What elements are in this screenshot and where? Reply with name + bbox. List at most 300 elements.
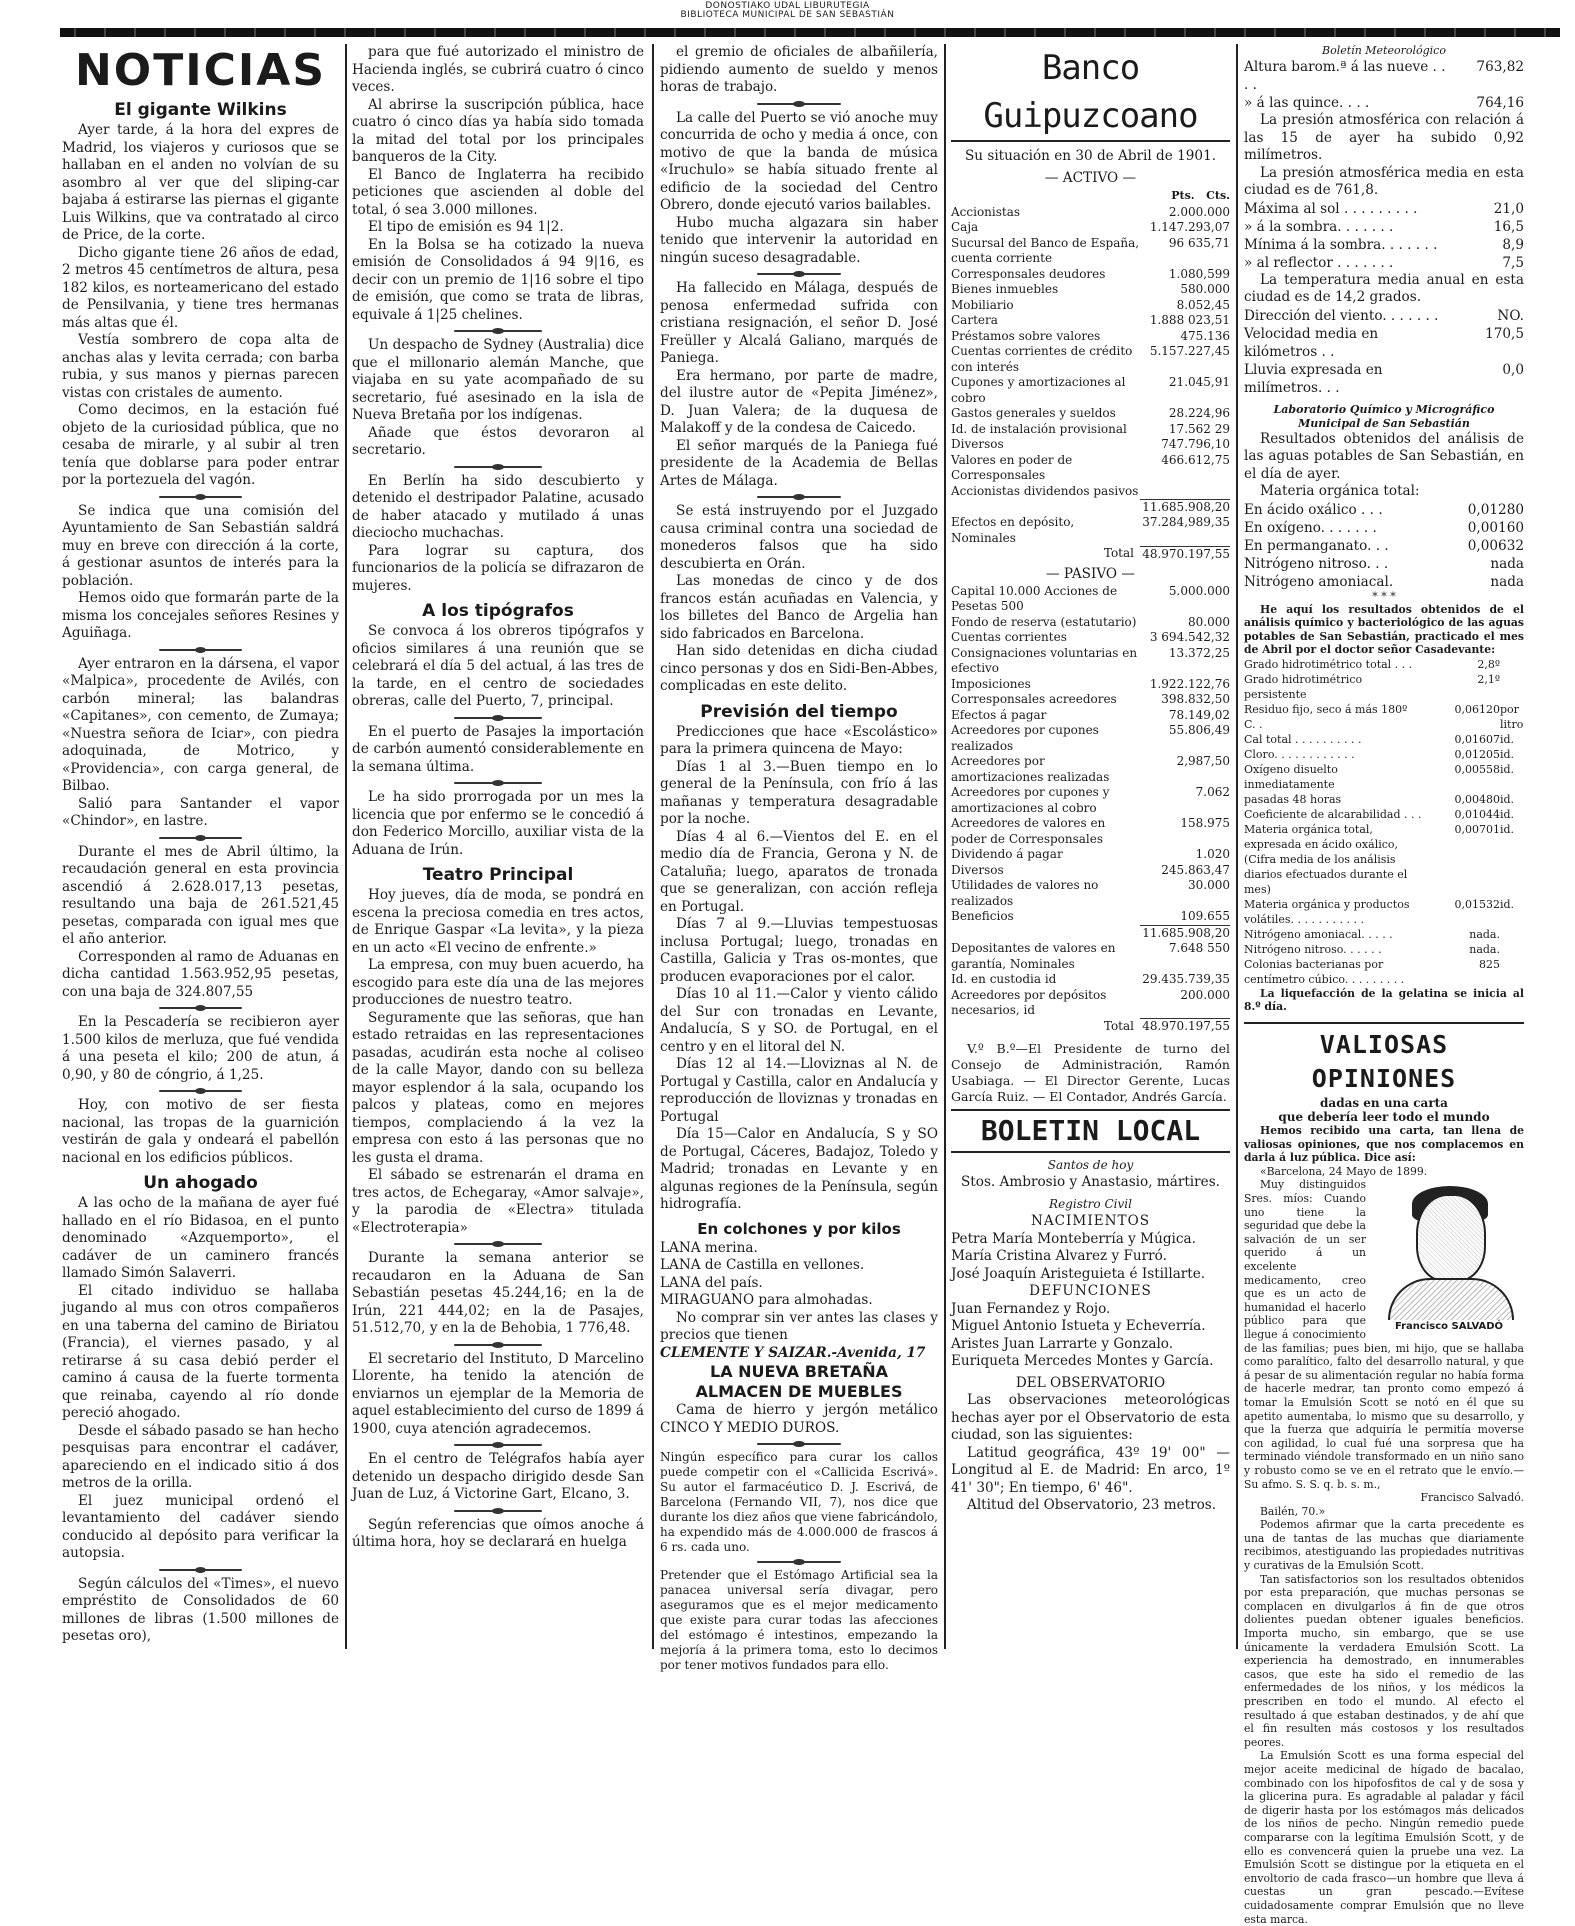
registro-entry: Miguel Antonio Istueta y Echeverría. (951, 1318, 1206, 1334)
analisis-row-unit: id. (1500, 747, 1515, 761)
santos-text: Stos. Ambrosio y Anastasio, mártires. (960, 1174, 1220, 1190)
section-separator (660, 490, 938, 503)
analisis-row-value: nada. (1469, 942, 1500, 956)
library-stamp-line2: BIBLIOTECA MUNICIPAL DE SAN SEBASTIÁN (680, 10, 895, 20)
analisis-row-label: Nitrógeno nitroso. . . . . . (1244, 942, 1382, 956)
activo-row-label: Préstamos sobre valores (951, 328, 1101, 343)
section-separator (62, 490, 339, 503)
activo-row (951, 437, 1230, 453)
registro-heading: Registro Civil (1049, 1196, 1132, 1211)
pasivo-total-label: Total (1103, 1018, 1134, 1033)
analisis-row-label: pasadas 48 horas (1244, 792, 1342, 806)
analisis-row-unit (1500, 942, 1524, 957)
analisis-row-label: Materia orgánica y productos volátiles. . . . . . . . . . . (1244, 897, 1410, 926)
activo-row-label: Cupones y amortizaciones al cobro (951, 375, 1126, 405)
analisis-row-value: 0,01532 (1454, 897, 1500, 911)
pasivo-row (951, 630, 1230, 646)
temp-row-value: 7,5 (1502, 254, 1524, 271)
materia-row-value: nada (1490, 555, 1524, 572)
portrait-illustration (1374, 1180, 1524, 1335)
materia-heading: Materia orgánica total: (1260, 483, 1420, 499)
temp-row-value: 8,9 (1502, 236, 1524, 253)
pasivo-row-value: 109.655 (1180, 909, 1230, 923)
pasivo-row-value: 13.372,25 (1168, 645, 1230, 660)
pasivo-row (951, 785, 1230, 816)
pasivo-row-label: Acreedores de valores en poder de Corresponsales (951, 816, 1106, 846)
article-paragraph: En la Bolsa se ha cotizado la nueva emisión de Consolidados á 94 9|16, es decir con un premio de 1|16 sobre el tipo de emisión, que como se trata de libras, equivale á 1|25 chelines. (352, 236, 644, 323)
article-paragraph: Predicciones que hace «Escolástico» para la primera quincena de Mayo: (660, 723, 938, 757)
pasivo-row (951, 692, 1230, 708)
materia-row-label: Nitrógeno amoniacal. (1244, 573, 1394, 590)
analisis-row-label: Nitrógeno amoniacal. . . . . (1244, 927, 1393, 941)
activo-row-value: 17.562 29 (1168, 421, 1230, 436)
analisis-row-value: 0,00558 (1454, 762, 1500, 776)
pasivo-row-label: Fondo de reserva (estatutario) (951, 614, 1137, 629)
materia-row-value: nada (1490, 573, 1524, 590)
article-paragraph: Las observaciones meteorológicas hechas ayer por el Observatorio de esta ciudad, son las siguientes: (951, 1392, 1230, 1443)
article-paragraph: el gremio de oficiales de albañilería, pidiendo aumento de sueldo y menos horas de trabajo. (660, 44, 938, 95)
activo-row-label: Mobiliario (951, 297, 1014, 312)
article-paragraph: A las ocho de la mañana de ayer fué hallado en el río Bidasoa, en el punto denominado «Azquemporto», el cadáver de un caminero francés llamado Simón Salaverri. (62, 1195, 339, 1281)
pasivo-row (951, 847, 1230, 863)
analisis-table (1244, 657, 1524, 987)
activo-row-label: Id. de instalación provisional (951, 421, 1127, 436)
pasivo-row (951, 972, 1230, 988)
section-separator (62, 831, 339, 844)
valiosas-sign: Francisco Salvadó. (1420, 1491, 1524, 1505)
activo-row (951, 344, 1230, 375)
viento-row (1244, 325, 1524, 361)
column-2 (352, 44, 644, 1644)
meteo-row-value: 764,16 (1476, 95, 1524, 111)
activo-row (951, 406, 1230, 422)
ad-line: LANA merina. (660, 1239, 758, 1256)
pasivo-row-value: 3 694.542,32 (1149, 630, 1230, 644)
materia-row-value: 0,00632 (1467, 537, 1524, 554)
analisis-row-value: 0,01205 (1454, 747, 1500, 761)
pasivo-row-label: Diversos (951, 862, 1004, 877)
pasivo-row-label: Acreedores por depósitos necesarios, id (951, 987, 1107, 1017)
article-paragraph: Días 12 al 14.—Lloviznas al N. de Portugal y Castilla, calor en Andalucía y reproducción de lloviznas y tronadas en Portugal (660, 1056, 938, 1125)
analisis-row (1244, 672, 1524, 702)
article-paragraph: Ha fallecido en Málaga, después de penosa enfermedad sufrida con cristiana resignación, el señor D. José Freüller y Alcalá Galiano, marqués de Paniega. (660, 280, 938, 366)
article-paragraph: Días 7 al 9.—Lluvias tempestuosas inclusa Portugal; luego, tronadas en Castilla, Galicia y Tras os-montes, que producen evaporaciones por el calor. (660, 916, 938, 985)
activo-row (951, 453, 1230, 484)
article-paragraph: La temperatura media anual en esta ciudad es de 14,2 grados. (1244, 271, 1524, 305)
analisis-row-value: 2,1º (1477, 672, 1500, 686)
article-paragraph: El secretario del Instituto, D Marcelino Llorente, ha tenido la atención de enviarnos un ejemplar de la Memoria de aquel establecimiento del curso de 1899 á 1900, cuya atención agradecemos. (352, 1350, 644, 1437)
activo-row-label: Gastos generales y sueldos (951, 406, 1116, 420)
pasivo-row-value: 200.000 (1180, 987, 1230, 1002)
activo-row-label: Accionistas (951, 204, 1021, 219)
santos-heading: Santos de hoy (1047, 1157, 1134, 1172)
analisis-row (1244, 822, 1524, 897)
analisis-row-label: Materia orgánica total, expresada en ácido oxálico, (Cifra media de los análisis diarios efectuados durante el mes) (1244, 822, 1408, 896)
pasivo-row-label: Imposiciones (951, 676, 1031, 691)
section-separator (352, 1438, 644, 1451)
analisis-row-label: Oxígeno disuelto inmediatamente (1244, 762, 1338, 791)
temps-table (1244, 200, 1524, 272)
article-paragraph: Era hermano, por parte de madre, del ilustre autor de «Pepita Jiménez», D. Juan Valera; de la duquesa de Malakoff y de la condesa de Caicedo. (660, 367, 938, 436)
article-paragraph: Han sido detenidas en dicha ciudad cinco personas y dos en Sidi-Ben-Abbes, complicadas en este delito. (660, 643, 938, 694)
deposito-value: 37.284,989,35 (1142, 515, 1230, 529)
section-separator (352, 711, 644, 724)
viento-row (1244, 361, 1524, 397)
pasivo-row-label: Id. en custodia id (951, 972, 1057, 986)
analisis-row (1244, 957, 1524, 987)
pasivo-row-value: 1.922.122,76 (1149, 676, 1230, 691)
article-paragraph: Resultados obtenidos del análisis de las aguas potables de San Sebastián, en el día de ayer. (1244, 430, 1524, 482)
article-paragraph: En el puerto de Pasajes la importación de carbón aumentó considerablemente en la semana última. (352, 723, 644, 775)
pasivo-row (951, 909, 1230, 925)
materia-row (1244, 501, 1524, 519)
temp-row-label: Máxima al sol . . . . . . . . . (1244, 200, 1418, 217)
activo-row-label: Valores en poder de Corresponsales (951, 452, 1073, 482)
banco-firma: V.º B.º—El Presidente de turno del Consejo de Administración, Ramón Usabiaga. — El Director Gerente, Lucas García Ruiz. — El Contador, Andrés García. (951, 1040, 1230, 1104)
activo-row-value: 28.224,96 (1168, 406, 1230, 420)
pasivo-row-value: 1.020 (1195, 847, 1230, 861)
meteo-row (1244, 58, 1524, 94)
analisis-row-unit: id. (1500, 762, 1515, 776)
liquefaccion-text: La liquefacción de la gelatina se inicia al 8.º día. (1244, 986, 1524, 1014)
materia-row-label: Nitrógeno nitroso. . . (1244, 555, 1389, 572)
lab-heading: Laboratorio Químico y Micrográfico (1273, 402, 1495, 416)
column-divider (944, 44, 946, 1649)
pasivo-row-value: 5.000.000 (1168, 583, 1230, 598)
section-separator (352, 1237, 644, 1250)
pasivo-row-label: Consignaciones voluntarias en efectivo (951, 645, 1138, 675)
activo-row (951, 484, 1230, 500)
boletin-local-title: BOLETIN LOCAL (951, 1109, 1230, 1153)
pasivo-row (951, 863, 1230, 879)
viento-row-label: Lluvia expresada en milímetros. . . (1244, 361, 1383, 396)
stars-separator: * * * (1372, 589, 1396, 603)
analisis-row (1244, 747, 1524, 762)
viento-row (1244, 307, 1524, 325)
section-separator (660, 267, 938, 280)
pasivo-row (951, 723, 1230, 754)
materia-row-label: En ácido oxálico . . . (1244, 501, 1383, 518)
section-separator (660, 1555, 938, 1568)
units-heading: Pts. Cts. (1171, 189, 1230, 202)
registro-entry: José Joaquín Aristeguieta é Istillarte. (951, 1265, 1206, 1282)
pasivo-row-value: 55.806,49 (1168, 723, 1230, 737)
section-separator (62, 1563, 339, 1576)
section-separator (660, 97, 938, 110)
headline-teatro: Teatro Principal (422, 865, 574, 885)
ad-line: LANA de Castilla en vellones. (660, 1257, 865, 1273)
analisis-row-label: Grado hidrotimétrico persistente (1244, 672, 1363, 701)
analisis-row (1244, 807, 1524, 822)
article-paragraph: Para lograr su captura, dos funcionarios de la policía se difrazaron de mujeres. (352, 542, 644, 594)
pasivo-row-label: Utilidades de valores no realizados (951, 878, 1099, 908)
viento-table (1244, 307, 1524, 397)
viento-row-value: NO. (1497, 307, 1524, 324)
ad-line: Cama de hierro y jergón metálico CINCO Y MEDIO DUROS. (660, 1402, 938, 1436)
analisis-row-label: Colonias bacterianas por centímetro cúbico. . . . . . . . . (1244, 957, 1405, 986)
registro-entry: Euriqueta Mercedes Montes y García. (951, 1353, 1214, 1369)
article-paragraph: Salió para Santander el vapor «Chindor», en lastre. (62, 795, 339, 829)
pasivo-row-value: 2,987,50 (1176, 754, 1230, 768)
article-paragraph: Como decimos, en la estación fué objeto de la curiosidad pública, que no cesaba de mirarle, y al subir al tren tenía que doblarse para poder entrar por la portezuela del vagón. (62, 402, 339, 488)
article-paragraph: Añade que éstos devoraron al secretario. (352, 424, 644, 458)
column-divider (652, 44, 654, 1649)
analisis-row-value: 0,00480 (1454, 792, 1500, 806)
pasivo-table (951, 584, 1230, 1035)
activo-row-label: Sucursal del Banco de España, cuenta corriente (951, 235, 1140, 265)
ad-line: MIRAGUANO para almohadas. (660, 1292, 873, 1308)
activo-row-value: 96 635,71 (1168, 235, 1230, 250)
pasivo-row (951, 816, 1230, 847)
observatorio-heading: DEL OBSERVATORIO (1015, 1374, 1166, 1391)
activo-row-label: Diversos (951, 437, 1004, 451)
article-paragraph: Ayer entraron en la dársena, el vapor «Malpica», procedente de Avilés, con carbón mineral; las balandras «Capitanes», con cemento, de Zumaya; «Nuestra señora de Iciar», con piedra adoquinada, de Motrico, y «Providencia», con carga general, de Bilbao. (62, 655, 339, 794)
pasivo-row-value: 158.975 (1180, 816, 1230, 830)
pasivo-row-value: 245.863,47 (1161, 862, 1230, 877)
article-paragraph: El sábado se estrenarán el drama en tres actos, de Echegaray, «Amor salvaje», y la parodia de «Electra» titulada «Electroterapia» (352, 1167, 644, 1236)
pasivo-subtotal: 11.685.908,20 (1140, 925, 1230, 941)
pasivo-row (951, 941, 1230, 972)
headline-gigante: El gigante Wilkins (114, 100, 287, 120)
activo-row-label: Bienes inmuebles (951, 282, 1059, 296)
analisis-row (1244, 702, 1524, 732)
article-paragraph: En la Pescadería se recibieron ayer 1.500 kilos de merluza, que fué vendida á una peseta el kilo; 200 de atun, á 0,90, y 80 de cóngrio, á 1,25. (62, 1014, 339, 1083)
activo-row-value: 1.888 023,51 (1149, 313, 1230, 327)
article-paragraph: Hoy jueves, día de moda, se pondrá en escena la preciosa comedia en tres actos, de Enrique Gaspar «La levita», y la pieza en un acto «El vecino de enfrente.» (352, 887, 644, 956)
column-4 (951, 44, 1230, 1644)
materia-row (1244, 519, 1524, 537)
article-paragraph: Le ha sido prorrogada por un mes la licencia que por enfermo se le concedió á don Federico Morcillo, auxiliar vista de la Aduana de Irún. (352, 789, 644, 858)
pasivo-row-label: Capital 10.000 Acciones de Pesetas 500 (951, 583, 1118, 613)
article-paragraph: Se convoca á los obreros tipógrafos y oficios similares á una reunión que se celebrará el día 5 del actual, á las tres de la tarde, en el centro de sociedades obreras, calle del Puerto, 7, principal. (352, 623, 644, 709)
article-paragraph: El Banco de Inglaterra ha recibido peticiones que ascienden al doble del total, ó sea 3.000 millones. (352, 166, 644, 218)
activo-row (951, 282, 1230, 298)
analisis-row-unit (1500, 957, 1524, 987)
analisis-row-unit (1500, 657, 1524, 672)
article-paragraph: Ayer tarde, á la hora del expres de Madrid, los viajeros y curiosos que se hallaban en el anden no volvían de su asombro al ver que del sliping-car bajaba á estirarse las piernas el gigante Luis Wilkins, que va contratado al circo de Price, de la corte. (62, 122, 339, 243)
pasivo-row-label: Acreedores por amortizaciones realizadas (951, 754, 1110, 784)
article-paragraph: La presión atmosférica media en esta ciudad es de 761,8. (1244, 164, 1524, 198)
analisis-row-value: 0,00701 (1454, 822, 1500, 836)
headline-tipografos: A los tipógrafos (422, 601, 574, 621)
pasivo-row-label: Efectos á pagar (951, 707, 1047, 722)
article-paragraph: La Emulsión Scott es una forma especial del mejor aceite medicinal de hígado de bacalao, combinado con los hipofosfitos de cal y de sosa y la glicerina pura. Es agradable al paladar y fácil de digerir hasta por los estómagos más delicados de los niños de pecho. Ningún remedio puede compararse con la legítima Emulsión Scott, y de ello es convencerá quien la pruebe una vez. La Emulsión Scott se distingue por la etiqueta en el envoltorio de cada frasco—un hombre que lleva á cuestas un gran pescado.—Evítese cuidadosamente comprar Emulsión que no lleve esta marca. (1244, 1749, 1524, 1926)
valiosas-date: «Barcelona, 24 Mayo de 1899. (1260, 1164, 1428, 1178)
article-paragraph: Dicho gigante tiene 26 años de edad, 2 metros 45 centímetros de altura, pesa 182 kilos, es norteamericano del estado de Pensilvania, y tiene tres hermanas más altas que él. (62, 244, 339, 331)
activo-row-value: 747.796,10 (1161, 437, 1230, 451)
activo-row-value: 580.000 (1180, 282, 1230, 296)
pasivo-row (951, 584, 1230, 615)
lab-subheading: Municipal de San Sebastián (1298, 416, 1470, 430)
activo-row-value: 21.045,91 (1168, 375, 1230, 389)
analisis-intro: He aquí los resultados obtenidos de el análisis químico y bacteriológico de las aguas potables de San Sebastián, practicado el mes de Abril por el doctor señor Casadevante: (1244, 602, 1524, 657)
article-paragraph: para que fué autorizado el ministro de Hacienda inglés, se cubrirá cuatro ó cinco veces. (352, 44, 644, 95)
article-paragraph: Según referencias que oímos anoche á última hora, hoy se declarará en huelga (352, 1516, 644, 1550)
pasivo-row-label: Beneficios (951, 909, 1014, 923)
article-paragraph: Hemos oido que formarán parte de la misma los concejales señores Resines y Aguiñaga. (62, 590, 339, 641)
activo-row-label: Cartera (951, 313, 998, 327)
article-paragraph: El citado individuo se hallaba jugando al mus con otros compañeros en una taberna del camino de Biriatou (Francia), el viernes pasado, y al retirarse á su casa debió perder el camino á causa de la fuerte tormenta que reinaba, cayendo al río donde pereció ahogado. (62, 1282, 339, 1421)
section-separator (62, 1084, 339, 1097)
materia-table (1244, 501, 1524, 591)
article-paragraph: Latitud geográfica, 43º 19' 00" — Longitud al E. de Madrid: En arco, 1º 41' 30"; En tiempo, 6' 46". (951, 1444, 1230, 1496)
pasivo-row-value: 398.832,50 (1161, 692, 1230, 706)
article-paragraph: Se está instruyendo por el Juzgado causa criminal contra una sociedad de monederos falsos que ha sido descubierta en Orán. (660, 503, 938, 572)
materia-row-label: En oxígeno. . . . . . . (1244, 519, 1377, 536)
ad-estomago: Pretender que el Estómago Artificial sea la panacea universal sería divagar, pero aseguramos que es el mejor medicamento que existe para curar todas las afecciones del estómago é intestinos, empezando la mejoría á la primera toma, esto lo decimos por tener motivos fundados para ello. (660, 1568, 938, 1672)
section-separator (352, 1338, 644, 1351)
analisis-row-value: 0,01044 (1454, 807, 1500, 821)
article-paragraph: Durante la semana anterior se recaudaron en la Aduana de San Sebastián pesetas 45.244,16; en la de Irún, 221 444,02; en la de Pasajes, 51.512,70, y en la de Behobia, 1 776,48. (352, 1250, 644, 1336)
temp-row-value: 21,0 (1493, 200, 1524, 217)
headline-muebles: ALMACEN DE MUEBLES (695, 1382, 903, 1401)
article-paragraph: En Berlín ha sido descubierto y detenido el destripador Palatine, acusado de haber atacado y mutilado á unas dieciocho muchachas. (352, 472, 644, 541)
meteo-row (1244, 94, 1524, 112)
pasivo-row-value: 30.000 (1188, 878, 1230, 892)
activo-row (951, 267, 1230, 283)
analisis-row-unit (1500, 672, 1524, 702)
article-paragraph: Durante el mes de Abril último, la recaudación general en esta provincia ascendió á 2.628.017,13 pesetas, resultando una baja de 261.521,45 pesetas, comparada con igual mes que el año anterior. (62, 843, 339, 947)
analisis-row (1244, 732, 1524, 747)
analisis-row-value: 0,06120 (1454, 702, 1500, 716)
ad-line: LANA del país. (660, 1274, 763, 1291)
materia-row-value: 0,01280 (1467, 501, 1524, 518)
activo-row (951, 236, 1230, 267)
ad-callicida: Ningún específico para curar los callos puede competir con el «Callicida Escrivá». Su autor el farmacéutico D. J. Escrivá, de Barcelona (Fernando VII, 7), nos dice que durante los diez años que viene fabricándolo, ha expendido más de 4.000.000 de frascos á 6 rs. cada uno. (660, 1450, 938, 1554)
viento-row-value: 0,0 (1502, 361, 1524, 378)
column-divider (1236, 44, 1238, 1649)
valiosas-subtitle-2: que debería leer todo el mundo (1278, 1110, 1490, 1125)
section-separator (352, 1504, 644, 1517)
headline-prevision: Previsión del tiempo (700, 701, 898, 722)
materia-row (1244, 555, 1524, 573)
banco-situacion: Su situación en 30 de Abril de 1901. (964, 148, 1217, 164)
activo-row-value: 1.080,599 (1168, 266, 1230, 281)
meteo-row-value: 763,82 (1476, 59, 1524, 75)
analisis-row-unit: id. (1500, 807, 1515, 821)
viento-row-label: Dirección del viento. . . . . . . (1244, 307, 1439, 324)
activo-table (951, 205, 1230, 563)
analisis-row-value: 2,8º (1477, 657, 1500, 671)
analisis-row-label: Grado hidrotimétrico total . . . (1244, 657, 1413, 671)
section-separator (62, 643, 339, 656)
deposito-label: Efectos en depósito, Nominales (951, 515, 1075, 545)
page-header (0, 0, 1575, 40)
analisis-row (1244, 927, 1524, 942)
valiosas-intro: Hemos recibido una carta, tan llena de valiosas opiniones, que nos complacemos en darla á luz pública. Dice así: (1244, 1124, 1524, 1165)
activo-row (951, 298, 1230, 314)
headline-ahogado: Un ahogado (143, 1173, 258, 1193)
pasivo-row (951, 988, 1230, 1019)
nacimientos-heading: NACIMIENTOS (1030, 1213, 1151, 1229)
temp-row-value: 16,5 (1493, 218, 1524, 235)
registro-entry: Juan Fernandez y Rojo. (951, 1300, 1111, 1317)
pasivo-row-label: Dividendo á pagar (951, 847, 1063, 861)
valiosas-letter: Muy distinguidos Sres. míos: Cuando uno tiene la seguridad que debe la salvación de un ser querido á un excelente medicamento, creo que es un acto de humanidad el hacerlo público para que llegue á conocimiento de las familias; pues bien, mi hijo, que se hallaba como paralítico, falto del desarrollo natural, y que á pesar de su alimentación regular no había forma de hacerle medrar, tan pronto como empezó á tomar la Emulsión Scott se notó en él que su apetito aumentaba, lo mismo que su desarrollo, y que la fuerza que adquiría le permitía moverse con agilidad, lo cual fué una sorpresa que ha terminado viéndole transformado en un niño sano y robusto como se ve en el retrato que le envío.—Su afmo. S. S. q. b. s. m., (1244, 1178, 1524, 1491)
article-paragraph: La empresa, con muy buen acuerdo, ha escogido para este día una de las mejores producciones de nuestro teatro. (352, 957, 644, 1008)
analisis-row (1244, 897, 1524, 927)
pasivo-row-value: 80.000 (1188, 614, 1230, 629)
activo-row-label: Caja (951, 220, 979, 234)
article-paragraph: Días 1 al 3.—Buen tiempo en lo general de la Península, con frío á las mañanas y temperatura desagradable por la noche. (660, 758, 938, 827)
article-paragraph: Desde el sábado pasado se han hecho pesquisas para encontrar el cadáver, apareciendo en el indicado sitio á dos metros de la orilla. (62, 1422, 339, 1491)
column-3 (660, 44, 938, 1672)
banco-title: Banco Guipuzcoano (951, 44, 1230, 142)
pasivo-row (951, 708, 1230, 724)
analisis-row-unit: por litro (1500, 702, 1524, 731)
analisis-row-unit: id. (1500, 732, 1515, 746)
meteo-row-label: » á las quince. . . . (1244, 95, 1370, 111)
activo-row-value: 466.612,75 (1161, 452, 1230, 467)
activo-row-value: 5.157.227,45 (1149, 344, 1230, 358)
activo-row-label: Accionistas dividendos pasivos (951, 483, 1139, 498)
activo-row-value: 8.052,45 (1176, 297, 1230, 312)
activo-row (951, 313, 1230, 329)
materia-row (1244, 573, 1524, 591)
article-paragraph: Corresponden al ramo de Aduanas en dicha cantidad 1.563.952,95 pesetas, con una baja de 324.807,55 (62, 948, 339, 1000)
pasivo-row-label: Cuentas corrientes (951, 630, 1067, 644)
temp-row (1244, 236, 1524, 254)
materia-row-label: En permanganato. . . (1244, 537, 1389, 554)
temp-row (1244, 254, 1524, 272)
pasivo-row-value: 7.648 550 (1168, 941, 1230, 955)
activo-row (951, 329, 1230, 345)
article-paragraph: Días 10 al 11.—Calor y viento cálido del Sur con tronadas en Levante, Andalucía, S y SO. de Portugal, en el centro y en el litoral del N. (660, 986, 938, 1055)
masthead-noticias: NOTICIAS (74, 45, 327, 96)
article-paragraph: Tan satisfactorios son los resultados obtenidos por esta preparación, que muchas personas se complacen en divulgarlos á fin de que otros dolientes puedan obtener iguales beneficios. Importa mucho, sin embargo, que se use únicamente la verdadera Emulsión Scott. La experiencia ha demostrado, en innumerables casos, que este ha sido el remedio de las enfermedades de los niños, y los médicos la prescriben en todo el mundo. Al efecto el resultado á que estaban destinados, y de ahí que el fin resulten más costosos y los resultados peores. (1244, 1572, 1524, 1749)
article-paragraph: Podemos afirmar que la carta precedente es una de tantas de las muchas que diariamente recibimos, atestiguando las propiedades nutritivas y curativas de la Emulsión Scott. (1244, 1518, 1524, 1573)
analisis-row-label: Residuo fijo, seco á más 180º C. . (1244, 702, 1408, 731)
analisis-row (1244, 657, 1524, 672)
article-paragraph: El juez municipal ordenó el levantamiento del cadáver siendo conducido al depósito para verificar la autopsia. (62, 1492, 339, 1561)
headline-bretana: LA NUEVA BRETAÑA (710, 1362, 888, 1381)
valiosas-subtitle-1: dadas en una carta (1320, 1096, 1448, 1111)
section-separator (62, 1001, 339, 1014)
analisis-row (1244, 792, 1524, 807)
pasivo-row (951, 754, 1230, 785)
activo-row-value: 2.000.000 (1168, 204, 1230, 219)
article-paragraph: La presión atmosférica con relación á las 15 de ayer ha subido 0,92 milímetros. (1244, 112, 1524, 163)
pasivo-row-label: Acreedores por cupones realizados (951, 723, 1099, 753)
pasivo-row-label: Corresponsales acreedores (951, 692, 1117, 706)
materia-row (1244, 537, 1524, 555)
defunciones-heading: DEFUNCIONES (1029, 1283, 1152, 1299)
portrait-caption: Francisco SALVADÓ (1394, 1320, 1504, 1332)
article-paragraph: En el centro de Telégrafos había ayer detenido un despacho dirigido desde San Juan de Luz, á Victorine Gart, Elcano, 3. (352, 1451, 644, 1502)
activo-heading: — ACTIVO — (1044, 169, 1137, 186)
activo-row-value: 1.147.293,07 (1149, 220, 1230, 234)
activo-subtotal: 11.685.908,20 (1140, 499, 1230, 515)
viento-row-value: 170,5 (1485, 325, 1524, 342)
pasivo-row (951, 677, 1230, 693)
temp-row (1244, 218, 1524, 236)
meteo-row-label: Altura barom.ª á las nueve . . . . (1244, 59, 1446, 93)
materia-row-value: 0,00160 (1467, 519, 1524, 536)
activo-row (951, 205, 1230, 221)
analisis-row-unit: id. (1500, 792, 1515, 806)
registro-entry: María Cristina Alvarez y Furró. (951, 1248, 1167, 1264)
meteo-table (1244, 58, 1524, 112)
article-paragraph: El tipo de emisión es 94 1|2. (368, 219, 564, 235)
column-5 (1244, 44, 1524, 1926)
pasivo-row-value: 7.062 (1195, 785, 1230, 799)
article-paragraph: Vestía sombrero de copa alta de anchas alas y levita cerrada; con barba rubia, y sus manos y piernas parecen vistas con cristales de aumento. (62, 332, 339, 401)
temp-row-label: » á la sombra. . . . . . . (1244, 218, 1394, 235)
article-paragraph: Un despacho de Sydney (Australia) dice que el millonario alemán Manche, que viajaba en su yate acompañado de su secretario, fué asesinado en la isla de Nueva Bretaña por los indígenas. (352, 337, 644, 423)
analisis-row-label: Cal total . . . . . . . . . . (1244, 732, 1362, 746)
registro-entry: Aristes Juan Larrarte y Gonzalo. (951, 1335, 1174, 1352)
activo-row-value: 475.136 (1180, 328, 1230, 343)
